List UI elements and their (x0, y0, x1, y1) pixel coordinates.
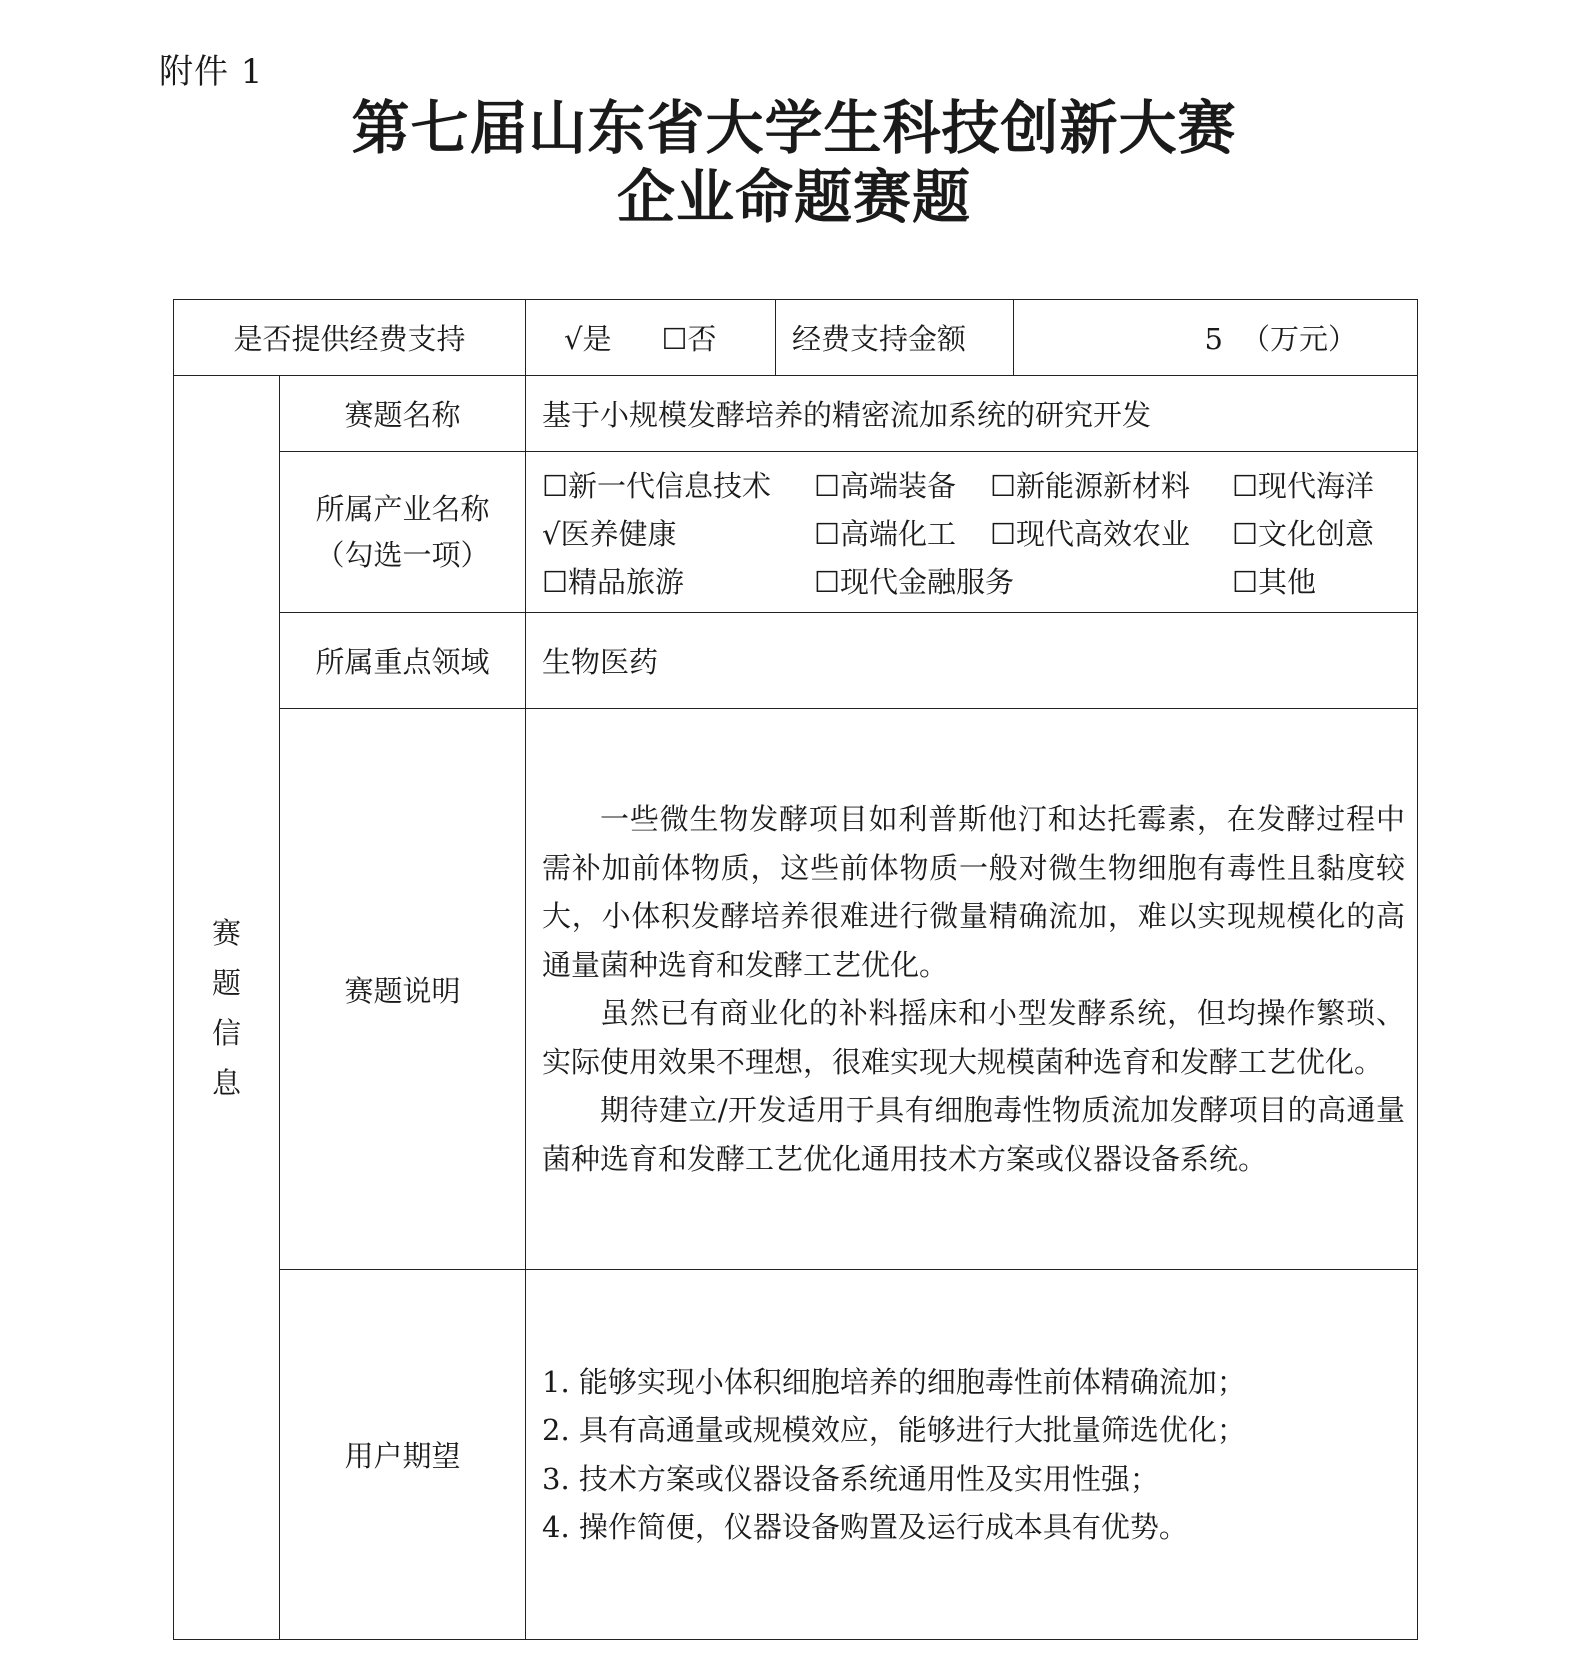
industry-option: ☐现代金融服务 (814, 564, 1015, 599)
section-label-char: 赛 (211, 915, 241, 950)
expectation-item: 1. 能够实现小体积细胞培养的细胞毒性前体精确流加； (542, 1364, 1246, 1399)
industry-option-row (542, 556, 1417, 604)
key-field-label: 所属重点领域 (280, 613, 526, 709)
industry-label (280, 452, 526, 613)
funding-amount-label: 经费支持金额 (776, 300, 1014, 376)
funding-label: 是否提供经费支持 (174, 300, 526, 376)
expectation-row (174, 1270, 1418, 1640)
industry-option: √医养健康 (542, 516, 677, 551)
industry-option: ☐新能源新材料 (990, 468, 1191, 503)
page-title-line2: 企业命题赛题 (616, 163, 971, 231)
industry-options (526, 452, 1418, 613)
funding-options (526, 300, 776, 376)
description-text (526, 709, 1418, 1270)
industry-option-row (542, 508, 1417, 556)
industry-label-line2: （勾选一项） (315, 538, 490, 572)
description-label: 赛题说明 (280, 709, 526, 1270)
page-title-line1: 第七届山东省大学生科技创新大赛 (351, 94, 1237, 162)
industry-option: ☐高端化工 (814, 516, 957, 551)
topic-form-table (173, 299, 1418, 1640)
funding-amount (1014, 300, 1418, 376)
industry-option: ☐精品旅游 (542, 564, 685, 599)
industry-option: ☐现代海洋 (1232, 468, 1375, 503)
topic-name-value: 基于小规模发酵培养的精密流加系统的研究开发 (526, 376, 1418, 452)
section-label-char: 息 (211, 1065, 241, 1100)
funding-option-yes: √是 (564, 322, 612, 356)
industry-option: ☐文化创意 (1232, 516, 1375, 551)
industry-option-row (542, 460, 1417, 508)
attachment-label: 附件 1 (159, 52, 264, 92)
key-field-value: 生物医药 (526, 613, 1418, 709)
description-row (174, 709, 1418, 1270)
industry-option: ☐新一代信息技术 (542, 468, 772, 503)
key-field-row (174, 613, 1418, 709)
description-paragraph: 一些微生物发酵项目如利普斯他汀和达托霉素，在发酵过程中需补加前体物质，这些前体物质一般对微生物细胞有毒性且黏度较大，小体积发酵培养很难进行微量精确流加，难以实现规模化的高通量菌种选育和发酵工艺优化。 (542, 802, 1406, 982)
expectation-item: 4. 操作简便，仪器设备购置及运行成本具有优势。 (542, 1510, 1188, 1544)
section-label-char: 信 (211, 1015, 241, 1050)
funding-option-no: ☐否 (661, 322, 717, 356)
funding-amount-value: 5 (1204, 322, 1223, 356)
expectation-item: 2. 具有高通量或规模效应，能够进行大批量筛选优化； (542, 1413, 1246, 1447)
topic-name-label: 赛题名称 (280, 376, 526, 452)
industry-label-line1: 所属产业名称 (315, 492, 490, 526)
section-label-char: 题 (211, 965, 241, 1000)
description-paragraph: 虽然已有商业化的补料摇床和小型发酵系统，但均操作繁琐、实际使用效果不理想，很难实现大规模菌种选育和发酵工艺优化。 (542, 996, 1406, 1079)
expectation-label: 用户期望 (280, 1270, 526, 1640)
industry-option: ☐其他 (1232, 564, 1317, 599)
funding-amount-unit: （万元） (1241, 322, 1358, 356)
expectation-list (526, 1270, 1418, 1640)
funding-row (174, 300, 1418, 376)
industry-row (174, 452, 1418, 613)
industry-option: ☐现代高效农业 (990, 516, 1191, 551)
industry-option: ☐高端装备 (814, 468, 957, 503)
description-paragraph: 期待建立/开发适用于具有细胞毒性物质流加发酵项目的高通量菌种选育和发酵工艺优化通用技术方案或仪器设备系统。 (542, 1093, 1406, 1176)
expectation-item: 3. 技术方案或仪器设备系统通用性及实用性强； (542, 1461, 1159, 1496)
topic-name-row (174, 376, 1418, 452)
section-label-topic-info (174, 376, 280, 1640)
